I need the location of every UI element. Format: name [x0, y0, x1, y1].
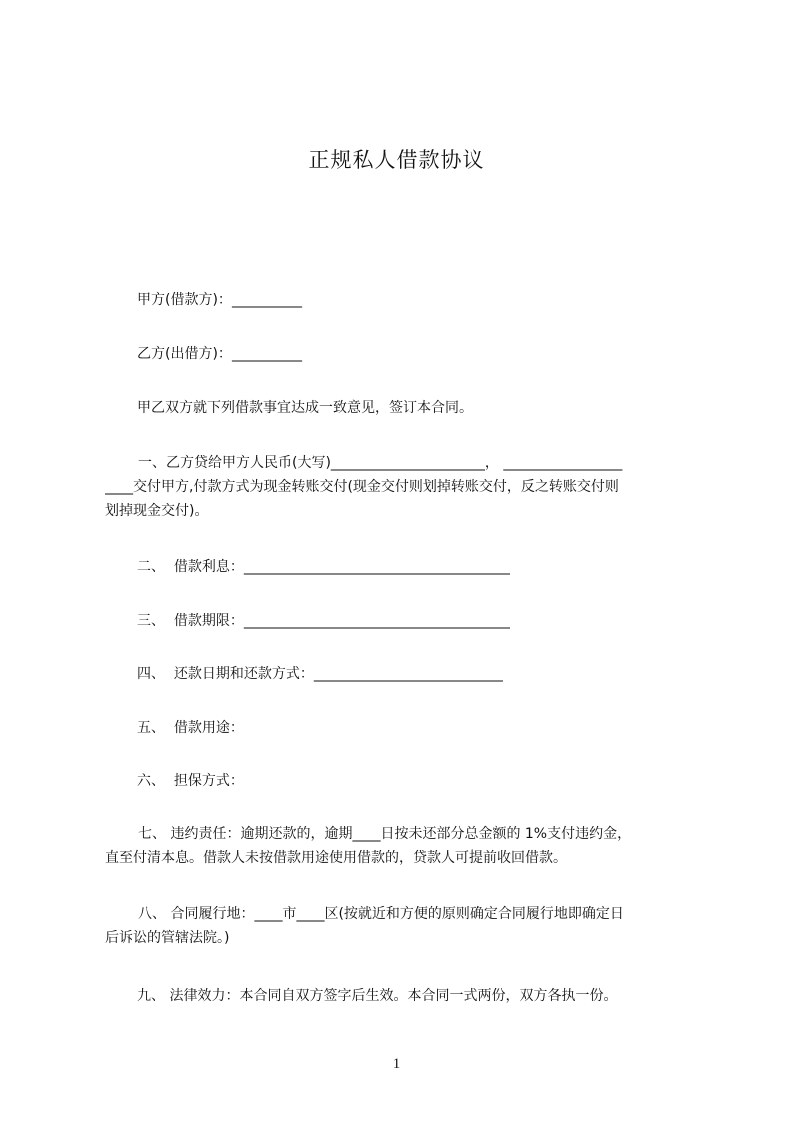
party-b-line	[137, 344, 302, 364]
clause-1-line-3: 划掉现金交付)。	[105, 503, 209, 519]
clause-3	[137, 611, 510, 631]
party-a-line	[137, 290, 302, 310]
clause-4	[137, 664, 503, 684]
clause-3-label: 借款期限：	[173, 613, 244, 629]
clause-3-blank[interactable]: ______________________________________	[243, 613, 510, 629]
clause-5-label: 借款用途：	[173, 720, 244, 736]
clause-8-line-1: 八、 合同履行地：____市____区(按就近和方便的原则确定合同履行地即确定日	[138, 906, 624, 922]
clause-7-line-1: 七、 违约责任：逾期还款的，逾期____日按未还部分总金额的 1%支付违约金，	[138, 826, 632, 842]
clause-1-line-1: 一、乙方贷给甲方人民币(大写)______________________， _________________	[138, 455, 623, 471]
document-title: 正规私人借款协议	[308, 148, 485, 172]
party-b-blank[interactable]: __________	[231, 346, 302, 362]
clause-2-label: 借款利息：	[173, 559, 244, 575]
clause-7	[105, 822, 701, 870]
clause-3-number: 三、	[137, 613, 165, 629]
clause-1-line-2: ____交付甲方,付款方式为现金转账交付(现金交付则划掉转账交付，反之转账交付则	[105, 479, 619, 495]
clause-2-number: 二、	[137, 559, 165, 575]
party-b-label: 乙方(出借方)：	[137, 346, 232, 362]
clause-8-line-2: 后诉讼的管辖法院。)	[105, 930, 230, 946]
clause-8	[105, 902, 701, 950]
party-a-label: 甲方(借款方)：	[137, 292, 232, 308]
clause-2-blank[interactable]: ______________________________________	[243, 559, 510, 575]
clause-1	[105, 451, 701, 523]
page-number: 1	[392, 1056, 401, 1072]
clause-6-label: 担保方式：	[173, 773, 244, 789]
clause-9: 九、 法律效力：本合同自双方签字后生效。本合同一式两份，双方各执一份。	[137, 988, 618, 1004]
clause-4-blank[interactable]: ___________________________	[313, 666, 503, 682]
clause-5	[137, 718, 244, 738]
party-a-blank[interactable]: __________	[231, 292, 302, 308]
clause-2	[137, 557, 510, 577]
clause-4-number: 四、	[137, 666, 165, 682]
clause-4-label: 还款日期和还款方式：	[173, 666, 314, 682]
clause-6-number: 六、	[137, 773, 165, 789]
clause-6	[137, 771, 244, 791]
intro-paragraph: 甲乙双方就下列借款事宜达成一致意见，签订本合同。	[137, 400, 473, 416]
clause-7-line-2: 直至付清本息。借款人未按借款用途使用借款的，贷款人可提前收回借款。	[105, 850, 567, 866]
clause-5-number: 五、	[137, 720, 165, 736]
